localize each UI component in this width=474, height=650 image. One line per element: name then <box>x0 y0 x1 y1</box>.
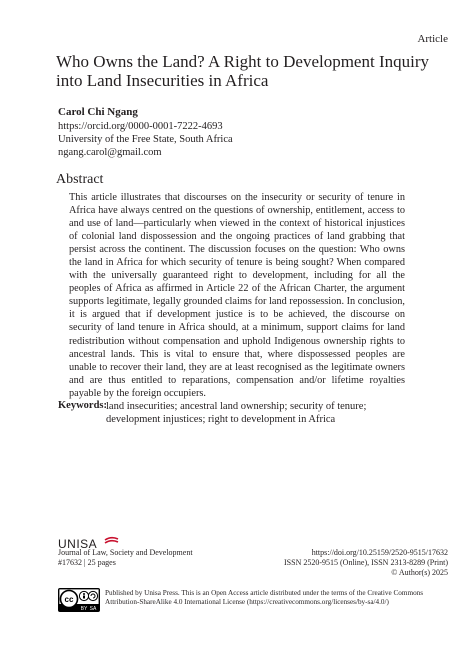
keywords-text: land insecurities; ancestral land ownership; security of tenure; development injustices; right to development in Africa <box>106 401 367 425</box>
journal-meta: #17632 | 25 pages <box>58 558 116 567</box>
license-notice: Published by Unisa Press. This is an Open Access article distributed under the terms of the Creative Commons Attribution-ShareAlike 4.0 International License (https://creativecommons.org/licenses/by-sa/4.0/) <box>105 589 424 607</box>
author-orcid-link[interactable]: https://orcid.org/0000-0001-7222-4693 <box>58 121 223 132</box>
abstract-body: This article illustrates that discourses on the insecurity or security of tenure in Africa have always centred on the questions of ownership, entitlement, access to and use of land—particularly when viewed in the context of historical injustices of colonial land dispossession and the ongoing practices of land grabbing that persist across the continent. The discussion focuses on the question: Who owns the land in Africa for which security of tenure is being sought? When compared with the universally guaranteed right to development, including for all the peoples of Africa as affirmed in Article 22 of the African Charter, the argument supports legitimate, legally grounded claims for land repossession. In conclusion, it is argued that if development justice is to be achieved, the discourse on security of land tenure in Africa should, at a minimum, support claims for land redistribution without compensation and uphold Indigenous ownership rights to ancestral lands. This is vital to ensure that, where dispossessed peoples are unable to recover their land, they are at least recognised as the legitimate owners and are thus entitled to reparations, compensation and/or lifetime royalties payable by the foreign occupiers. <box>69 192 405 399</box>
svg-text:SA: SA <box>89 606 97 612</box>
copyright-notice: © Author(s) 2025 <box>391 568 448 577</box>
author-affiliation: University of the Free State, South Africa <box>58 134 233 145</box>
author-email-link[interactable]: ngang.carol@gmail.com <box>58 147 162 158</box>
svg-text:BY: BY <box>80 606 88 612</box>
svg-text:cc: cc <box>64 595 74 604</box>
doi-link[interactable]: https://doi.org/10.25159/2520-9515/17632 <box>311 548 448 557</box>
unisa-logo-text: UNISA <box>58 537 98 550</box>
article-type-label: Article <box>417 33 448 45</box>
article-title: Who Owns the Land? A Right to Development Inquiry into Land Insecurities in Africa <box>56 52 429 90</box>
issn-info: ISSN 2520-9515 (Online), ISSN 2313-8289 (Print) <box>284 558 448 567</box>
journal-name: Journal of Law, Society and Development <box>58 548 193 557</box>
abstract-heading: Abstract <box>56 172 104 187</box>
keywords-label: Keywords: <box>58 400 107 411</box>
author-name: Carol Chi Ngang <box>58 106 138 118</box>
cc-by-sa-icon[interactable] <box>58 588 100 612</box>
